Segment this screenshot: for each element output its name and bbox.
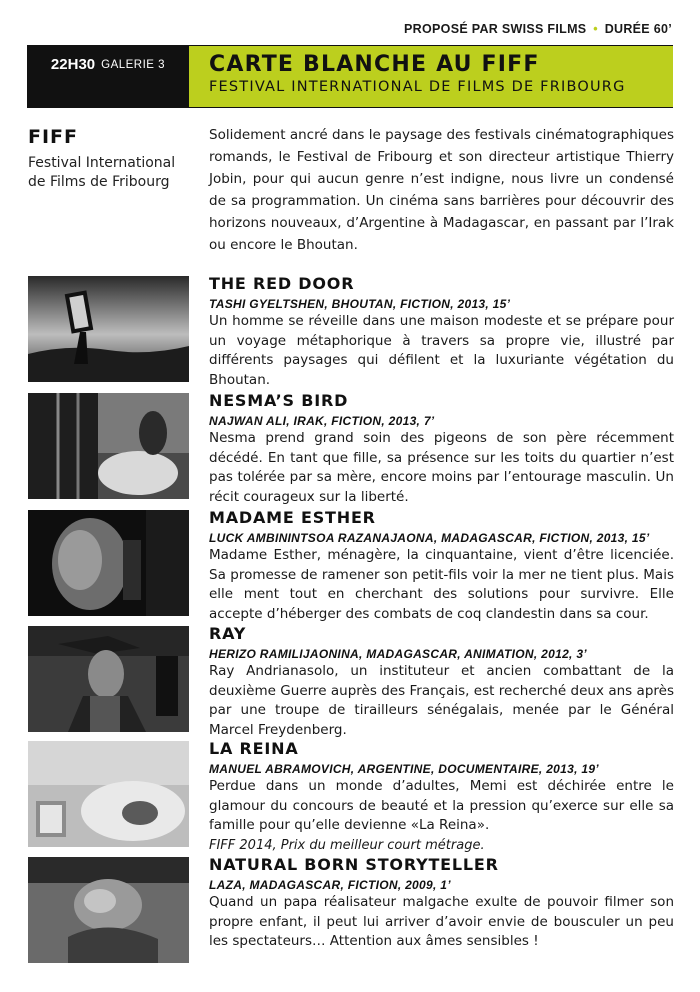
film-still-image [28, 626, 189, 732]
film-credit: HERIZO RAMILIJAONINA, MADAGASCAR, ANIMATION, 2012, 3’ [209, 647, 587, 661]
film-entry [28, 276, 674, 388]
film-still-image [28, 510, 189, 616]
logo-line-1: Festival International [28, 155, 176, 171]
logo-mark: FIFF [28, 126, 79, 148]
film-description: Nesma prend grand soin des pigeons de son père récemment décédé. En tant que fille, sa présence sur les toits du quartier n’est pas tolérée par sa mère, encore moins par l’entourage masculin. Un récit courageux sur la liberté. [209, 430, 674, 505]
film-title: NESMA’S BIRD [209, 391, 349, 410]
film-title: THE RED DOOR [209, 274, 355, 293]
fiff-logo [28, 126, 198, 192]
film-entry [28, 626, 674, 738]
film-credit: MANUEL ABRAMOVICH, ARGENTINE, DOCUMENTAIRE, 2013, 19’ [209, 762, 599, 776]
program-subtitle: FESTIVAL INTERNATIONAL DE FILMS DE FRIBOURG [209, 79, 626, 95]
film-details [209, 624, 674, 740]
film-still-image [28, 857, 189, 963]
presenter-label: PROPOSÉ PAR SWISS FILMS [404, 22, 587, 36]
top-credit-line [404, 22, 672, 36]
film-title: RAY [209, 624, 247, 643]
screening-venue: GALERIE 3 [101, 59, 166, 71]
film-details [209, 391, 674, 507]
film-title: NATURAL BORN STORYTELLER [209, 855, 499, 874]
film-details [209, 508, 674, 624]
film-still-image [28, 393, 189, 499]
film-entry [28, 393, 674, 505]
film-credit: TASHI GYELTSHEN, BHOUTAN, FICTION, 2013, 15’ [209, 297, 511, 311]
separator-dot: • [593, 22, 598, 36]
film-still-image [28, 741, 189, 847]
time-venue-box [27, 45, 189, 108]
film-description: Ray Andrianasolo, un instituteur et ancien combattant de la deuxième Guerre auprès des Français, est recherché deux ans après par une troupe de tirailleurs sénégalais, menée par le Général Marcel Freydenberg. [209, 663, 674, 738]
film-entry [28, 857, 674, 969]
film-entry [28, 741, 674, 853]
logo-name [28, 154, 198, 192]
film-entry [28, 510, 674, 622]
film-description: Un homme se réveille dans une maison modeste et se prépare pour un voyage métaphorique à travers sa propre vie, illustré par différents paysages qui défilent et la luxuriante végétation du Bhoutan. [209, 313, 674, 388]
film-credit: LAZA, MADAGASCAR, FICTION, 2009, 1’ [209, 878, 451, 892]
duration-label: DURÉE 60’ [604, 22, 672, 36]
film-description: Quand un papa réalisateur malgache exulte de pouvoir filmer son propre enfant, il peut lui arriver d’avoir envie de bousculer un peu les spectateurs… Attention aux âmes sensibles ! [209, 894, 674, 949]
film-title: MADAME ESTHER [209, 508, 376, 527]
film-award: FIFF 2014, Prix du meilleur court métrage. [209, 837, 485, 853]
film-description: Perdue dans un monde d’adultes, Memi est déchirée entre le glamour du concours de beauté et la pression qu’exerce sur elle sa famille pour qu’elle devienne «La Reina». [209, 778, 674, 833]
film-title: LA REINA [209, 739, 299, 758]
screening-time: 22H30 [50, 56, 96, 73]
film-credit: NAJWAN ALI, IRAK, FICTION, 2013, 7’ [209, 414, 435, 428]
intro-paragraph: Solidement ancré dans le paysage des festivals cinématographiques romands, le Festival de Fribourg et son directeur artistique Thierry Jobin, pour qui aucun genre n’est indigne, nous livre un condensé de sa programmation. Un cinéma sans barrières pour découvrir des horizons nouveaux, d’Argentine à Madagascar, en passant par l’Irak ou encore le Bhoutan. [209, 127, 674, 253]
program-title: CARTE BLANCHE AU FIFF [209, 52, 540, 77]
film-details [209, 855, 674, 952]
film-description: Madame Esther, ménagère, la cinquantaine, vient d’être licenciée. Sa promesse de ramener son petit-fils voir la mer ne tient plus. Mais elle ment tout en cherchant des solutions pour survivre. Elle accepte d’héberger des combats de coq clandestin dans sa cour. [209, 547, 674, 622]
film-details [209, 739, 674, 855]
film-details [209, 274, 674, 390]
film-still-image [28, 276, 189, 382]
logo-line-2: de Films de Fribourg [28, 174, 170, 190]
program-header [27, 45, 673, 108]
title-box [189, 45, 673, 108]
film-credit: LUCK AMBININTSOA RAZANAJAONA, MADAGASCAR, FICTION, 2013, 15’ [209, 531, 650, 545]
